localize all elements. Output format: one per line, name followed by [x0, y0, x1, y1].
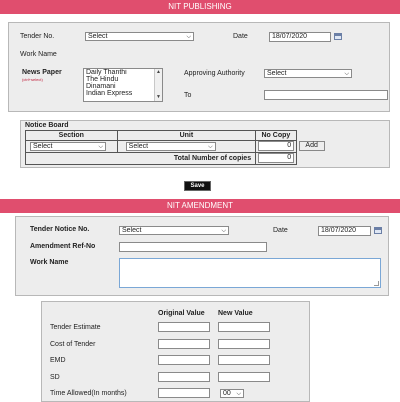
value-row-label: Cost of Tender	[50, 341, 96, 348]
news-paper-option[interactable]: The Hindu	[86, 76, 119, 83]
time-allowed-select[interactable]	[220, 389, 244, 398]
new-value-header: New Value	[218, 310, 253, 317]
sd-original-input[interactable]	[158, 372, 210, 382]
add-cell	[296, 141, 329, 153]
work-name-label: Work Name	[20, 51, 57, 58]
unit-cell	[117, 141, 255, 153]
tender-no-select-value: Select	[88, 33, 108, 40]
amendment-date-input[interactable]: 18/07/2020	[318, 226, 371, 236]
chevron-down-icon: ⌵	[98, 144, 103, 150]
total-copies-label: Total Number of copies	[26, 153, 256, 165]
no-copy-cell	[256, 141, 297, 153]
total-copies-input[interactable]: 0	[258, 153, 294, 163]
chevron-down-icon: ⌵	[186, 34, 191, 40]
scroll-up-icon[interactable]: ▲	[156, 69, 161, 75]
no-copy-input[interactable]: 0	[258, 141, 294, 151]
tender-estimate-new-input[interactable]	[218, 322, 270, 332]
section-cell	[26, 141, 118, 153]
unit-column-header: Unit	[117, 131, 255, 141]
tender-notice-select-value: Select	[122, 227, 142, 234]
tender-no-select[interactable]	[85, 32, 194, 41]
section-column-header: Section	[26, 131, 118, 141]
section-select-value: Select	[33, 143, 53, 150]
notice-board-title: Notice Board	[25, 122, 69, 129]
nit-amendment-header: NIT AMENDMENT	[0, 199, 400, 213]
news-paper-option[interactable]: Indian Express	[86, 90, 133, 97]
add-button[interactable]: Add	[299, 141, 325, 151]
amendment-work-name-label: Work Name	[30, 259, 69, 266]
total-copies-cell	[256, 153, 297, 165]
cost-of-tender-original-input[interactable]	[158, 339, 210, 349]
section-select[interactable]	[30, 142, 106, 151]
original-value-header: Original Value	[158, 310, 205, 317]
tender-notice-select[interactable]	[119, 226, 229, 235]
approving-authority-select-value: Select	[267, 70, 287, 77]
scroll-down-icon[interactable]: ▼	[156, 94, 161, 100]
date-label: Date	[233, 33, 248, 40]
tender-notice-label: Tender Notice No.	[30, 226, 90, 233]
value-row-label: SD	[50, 374, 60, 381]
resize-handle-icon[interactable]	[374, 281, 379, 286]
calendar-icon[interactable]	[334, 33, 342, 40]
tender-estimate-original-input[interactable]	[158, 322, 210, 332]
date-input[interactable]: 18/07/2020	[269, 32, 331, 42]
no-copy-column-header: No Copy	[256, 131, 297, 141]
save-button[interactable]: Save	[184, 181, 211, 191]
value-row-label: EMD	[50, 357, 66, 364]
emd-new-input[interactable]	[218, 355, 270, 365]
emd-original-input[interactable]	[158, 355, 210, 365]
nit-publishing-header: NIT PUBLISHING	[0, 0, 400, 14]
value-row-label: Time Allowed(In months)	[50, 390, 127, 397]
sd-new-input[interactable]	[218, 372, 270, 382]
news-paper-option[interactable]: Dinamani	[86, 83, 116, 90]
cost-of-tender-new-input[interactable]	[218, 339, 270, 349]
value-row-label: Tender Estimate	[50, 324, 101, 331]
approving-authority-label: Approving Authority	[184, 70, 245, 77]
calendar-icon[interactable]	[374, 227, 382, 234]
unit-select[interactable]	[126, 142, 216, 151]
to-input[interactable]	[264, 90, 388, 100]
approving-authority-select[interactable]	[264, 69, 352, 78]
time-allowed-original-input[interactable]	[158, 388, 210, 398]
notice-board-table	[25, 130, 330, 165]
news-paper-hint: (ctrl+select)	[22, 77, 43, 82]
to-label: To	[184, 92, 192, 99]
amendment-ref-label: Amendment Ref-No	[30, 243, 96, 250]
chevron-down-icon: ⌵	[344, 71, 349, 77]
news-paper-label: News Paper	[22, 69, 62, 76]
listbox-scrollbar[interactable]	[154, 69, 162, 101]
amendment-work-name-textarea[interactable]	[119, 258, 381, 288]
unit-select-value: Select	[128, 143, 149, 150]
tender-no-label: Tender No.	[20, 33, 55, 40]
chevron-down-icon: ⌵	[208, 144, 213, 150]
chevron-down-icon: ⌵	[221, 228, 226, 234]
news-paper-listbox[interactable]	[83, 68, 163, 102]
amendment-ref-input[interactable]	[119, 242, 267, 252]
amendment-date-label: Date	[273, 227, 288, 234]
news-paper-option[interactable]: Daily Thanthi	[86, 69, 127, 76]
chevron-down-icon: ⌵	[236, 391, 241, 397]
time-allowed-select-value: 00	[223, 390, 231, 397]
